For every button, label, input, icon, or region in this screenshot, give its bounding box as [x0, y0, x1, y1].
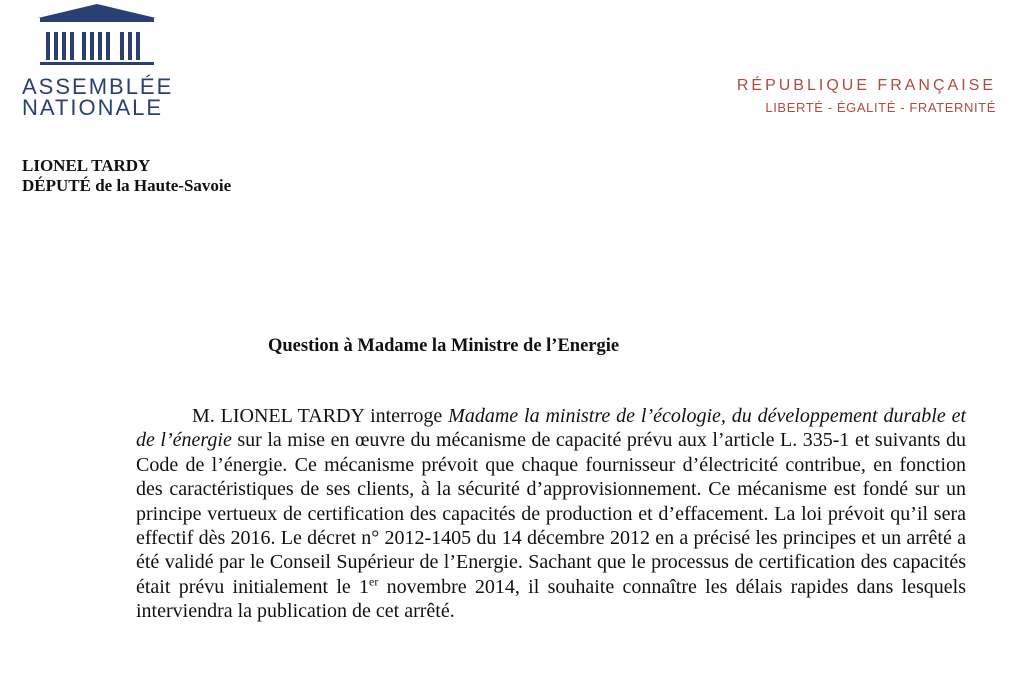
republique-motto: LIBERTÉ - ÉGALITÉ - FRATERNITÉ [765, 100, 996, 115]
author-block [22, 156, 231, 196]
paragraph-part2: sur la mise en œuvre du mécanisme de capacité prévu aux l’article L. 335-1 et suivants du Code de l’énergie. Ce mécanisme prévoit que chaque fournisseur d’électricité contribue, en fonction des caractéristiques de ses clients, à la sécurité d’approvisionnement. Ce mécanisme est fondé sur un principe vertueux de certification des capacités de production et d’effacement. La loi prévoit qu’il sera effectif dès 2016. Le décret n° 2012-1405 du 14 décembre 2012 en a précisé les principes et un arrêté a été validé par le Conseil Supérieur de l’Energie. Sachant que le processus de certification des capacités était prévu initialement le 1 [136, 429, 966, 598]
question-title: Question à Madame la Ministre de l’Energie [268, 336, 620, 356]
paragraph-italic-addressee: Madame la ministre de l’écologie, du développement durable et de l’énergie [136, 405, 967, 452]
author-title: DÉPUTÉ de la Haute-Savoie [22, 176, 232, 195]
logo-text-line2: NATIONALE [22, 95, 164, 120]
paragraph-superscript: er [369, 574, 379, 589]
republique-title: RÉPUBLIQUE FRANÇAISE [736, 77, 996, 94]
paragraph-part1: M. LIONEL TARDY interroge [192, 405, 449, 427]
question-paragraph [136, 404, 966, 624]
paragraph-part3: novembre 2014, il souhaite connaître les délais rapides dans lesquels interviendra la publication de cet arrêté. [136, 575, 967, 623]
author-name: LIONEL TARDY [22, 156, 151, 175]
republique-francaise-header [737, 76, 996, 118]
assemblee-nationale-building-icon [32, 0, 162, 72]
logo-text-line1: ASSEMBLÉE [22, 74, 174, 99]
assemblee-nationale-logo [22, 0, 172, 130]
